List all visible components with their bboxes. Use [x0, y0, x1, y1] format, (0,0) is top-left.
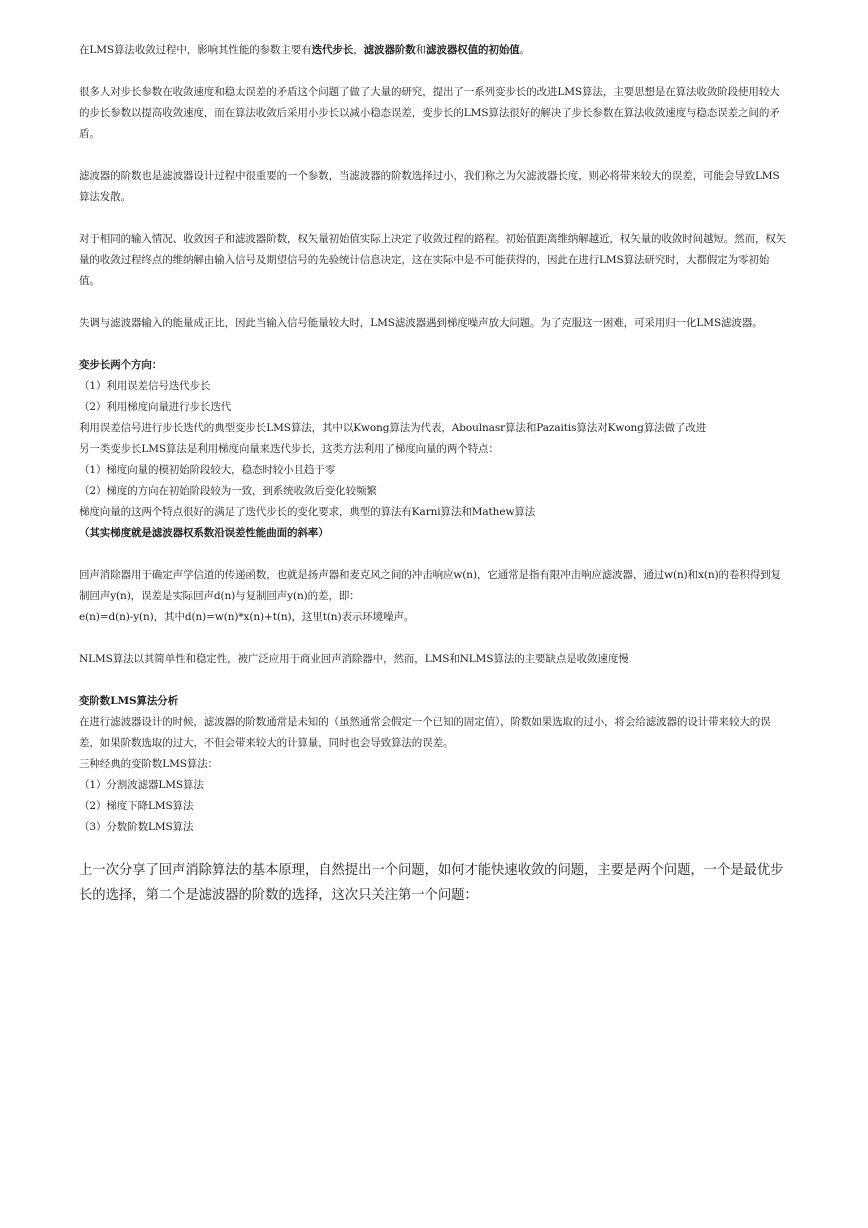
- paragraph-filter-order: 滤波器的阶数也是滤波器设计过程中很重要的一个参数，当滤波器的阶数选择过小，我们称之为欠滤波器长度，则必将带来较大的误差，可能会导致LMS算法发散。: [79, 170, 780, 203]
- paragraph-variable-order: 在进行滤波器设计的时候，滤波器的阶数通常是未知的（虽然通常会假定一个已知的固定值），阶数如果选取的过小，将会给滤波器的设计带来较大的误差，如果阶数选取的过大，不但会带来较大的计算量，同时也会导致算法的误差。: [79, 716, 771, 749]
- paragraph-misadjustment: 失调与滤波器输入的能量成正比，因此当输入信号能量较大时，LMS滤波器遇到梯度噪声放大问题。为了克服这一困难，可采用归一化LMS滤波器。: [79, 317, 763, 329]
- paragraph-variable-step: 很多人对步长参数在收敛速度和稳太误差的矛盾这个问题了做了大量的研究，提出了一系列变步长的改进LMS算法，主要思想是在算法收敛阶段使用较大的步长参数以提高收敛速度，而在算法收敛后采用小步长以减小稳态误差，变步长的LMS算法很好的解决了步长参数在算法收敛速度与稳态误差之间的矛盾。: [79, 86, 780, 140]
- list-item: （1）分割波滤器LMS算法: [79, 779, 204, 791]
- bold-filter-order: 滤波器阶数: [363, 44, 416, 56]
- text: 在LMS算法收敛过程中，影响其性能的参数主要有: [79, 44, 312, 56]
- list-item: 另一类变步长LMS算法是利用梯度向量来迭代步长，这类方法利用了梯度向量的两个特点：: [79, 443, 499, 455]
- heading-variable-order-lms: 变阶数LMS算法分析: [79, 695, 179, 707]
- list-item: 梯度向量的这两个特点很好的满足了迭代步长的变化要求，典型的算法有Karni算法和Mathew算法: [79, 506, 536, 518]
- list-item: 利用误差信号进行步长迭代的典型变步长LMS算法，其中以Kwong算法为代表，Aboulnasr算法和Pazaitis算法对Kwong算法做了改进: [79, 422, 707, 434]
- paragraph-echo-canceller: 回声消除器用于确定声学信道的传递函数，也就是扬声器和麦克风之间的冲击响应w(n)，它通常是指有限冲击响应滤波器，通过w(n)和x(n)的卷积得到复制回声y(n)，误差是实际回声d(n)与复制回声y(n)的差，即：: [79, 569, 781, 602]
- paragraph-initial-value: 对于相同的输入情况、收敛因子和滤波器阶数，权矢量初始值实际上决定了收敛过程的路程。初始值距离维纳解越近，权矢量的收敛时间越短。然而，权矢量的收敛过程终点的维纳解由输入信号及期望信号的先验统计信息决定，这在实际中是不可能获得的，因此在进行LMS算法研究时，大都假定为零初始值。: [79, 233, 787, 287]
- gradient-note: （其实梯度就是滤波器权系数沿误差性能曲面的斜率）: [79, 527, 329, 539]
- list-item: （2）梯度下降LMS算法: [79, 800, 194, 812]
- list-item: （2）梯度的方向在初始阶段较为一致，到系统收敛后变化较频繁: [79, 485, 377, 497]
- bold-step-size: 迭代步长: [311, 44, 354, 56]
- paragraph-summary: 上一次分享了回声消除算法的基本原理，自然提出一个问题，如何才能快速收敛的问题，主要是两个问题，一个是最优步长的选择，第二个是滤波器的阶数的选择，这次只关注第一个问题：: [79, 863, 784, 903]
- list-item: （3）分数阶数LMS算法: [79, 821, 194, 833]
- list-item: （1）利用误差信号迭代步长: [79, 380, 211, 392]
- list-item: 三种经典的变阶数LMS算法：: [79, 758, 219, 770]
- heading-variable-step-directions: 变步长两个方向：: [79, 359, 163, 371]
- equation-line: e(n)=d(n)-y(n)，其中d(n)=w(n)*x(n)+t(n)，这里t(n)表示环境噪声。: [79, 611, 415, 623]
- list-item: （2）利用梯度向量进行步长迭代: [79, 401, 232, 413]
- paragraph-convergence-params: [79, 40, 789, 61]
- paragraph-nlms: NLMS算法以其简单性和稳定性，被广泛应用于商业回声消除器中，然而，LMS和NLMS算法的主要缺点是收敛速度慢: [79, 653, 629, 665]
- text: 。: [519, 44, 531, 56]
- list-item: （1）梯度向量的模初始阶段较大，稳态时较小且趋于零: [79, 464, 336, 476]
- text: ，: [353, 44, 364, 56]
- document-body: [79, 40, 789, 908]
- bold-initial-weights: 滤波器权值的初始值: [426, 44, 520, 56]
- text: 和: [415, 44, 427, 56]
